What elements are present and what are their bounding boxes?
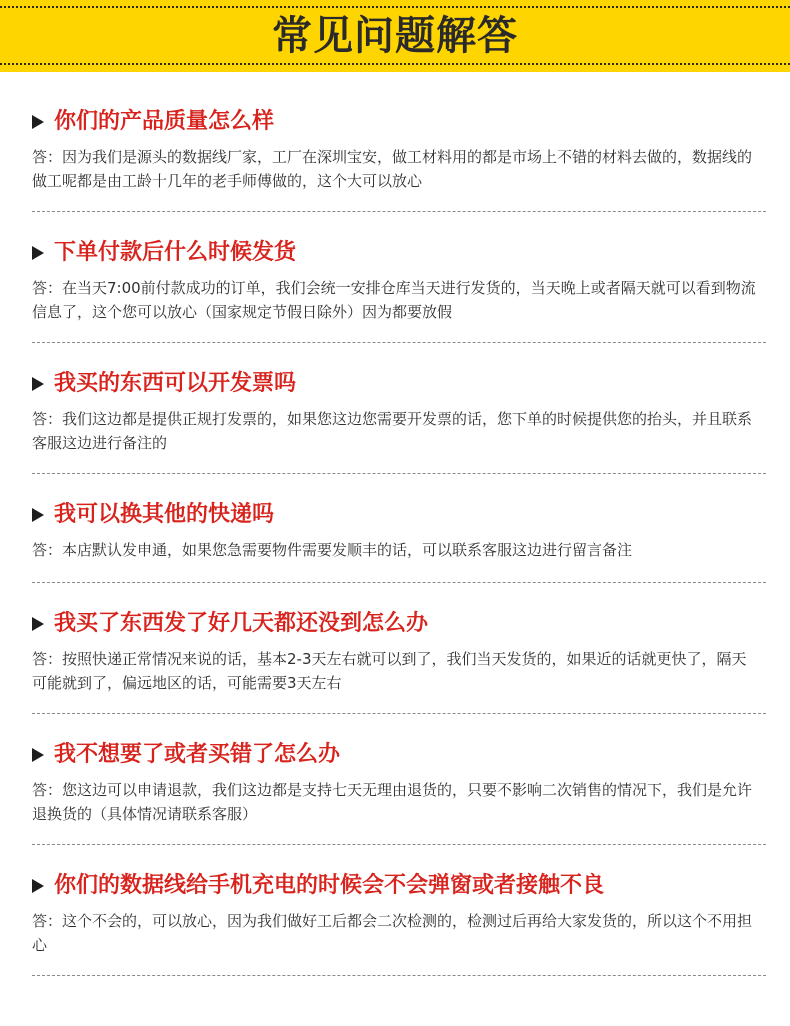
faq-question-text: 你们的数据线给手机充电的时候会不会弹窗或者接触不良 [54,873,605,898]
faq-list [0,103,790,976]
faq-answer: 答：按照快递正常情况来说的话，基本2-3天左右就可以到了，我们当天发货的，如果近的话就更快了，隔天可能就到了，偏远地区的话，可能需要3天左右 [32,650,747,692]
faq-item [32,103,766,212]
faq-item [32,736,766,845]
dashed-divider [32,975,766,976]
triangle-right-icon [32,748,44,762]
faq-answer: 答：本店默认发申通，如果您急需要物件需要发顺丰的话，可以联系客服这边进行留言备注 [32,541,633,559]
dashed-divider [32,582,766,583]
page-title: 常见问题解答 [272,13,518,59]
faq-item [32,496,766,583]
faq-question [32,867,766,905]
faq-answer: 答：这个不会的，可以放心，因为我们做好工后都会二次检测的，检测过后再给大家发货的，所以这个不用担心 [32,912,753,954]
dashed-divider [32,473,766,474]
faq-question [32,605,766,643]
faq-question [32,496,766,534]
faq-question [32,736,766,774]
faq-question [32,103,766,141]
faq-question [32,365,766,403]
dashed-divider [32,211,766,212]
faq-item [32,234,766,343]
faq-question-text: 我买的东西可以开发票吗 [54,371,297,396]
faq-question-text: 我买了东西发了好几天都还没到怎么办 [54,611,429,636]
header-banner [0,0,790,72]
faq-question-text: 下单付款后什么时候发货 [54,240,297,265]
triangle-right-icon [32,508,44,522]
triangle-right-icon [32,617,44,631]
faq-question [32,234,766,272]
faq-question-text: 你们的产品质量怎么样 [54,109,275,134]
dashed-divider [32,342,766,343]
triangle-right-icon [32,115,44,129]
faq-answer: 答：您这边可以申请退款，我们这边都是支持七天无理由退货的，只要不影响二次销售的情况下，我们是允许退换货的（具体情况请联系客服） [32,781,753,823]
faq-question-text: 我可以换其他的快递吗 [54,502,275,527]
banner-dotted-border-top [0,6,790,8]
dashed-divider [32,713,766,714]
banner-dotted-border-bottom [0,63,790,65]
faq-item [32,867,766,976]
triangle-right-icon [32,879,44,893]
faq-item [32,365,766,474]
faq-question-text: 我不想要了或者买错了怎么办 [54,742,341,767]
triangle-right-icon [32,246,44,260]
faq-answer: 答：我们这边都是提供正规打发票的，如果您这边您需要开发票的话，您下单的时候提供您的抬头，并且联系客服这边进行备注的 [32,410,753,452]
faq-answer: 答：在当天7:00前付款成功的订单，我们会统一安排仓库当天进行发货的，当天晚上或者隔天就可以看到物流信息了，这个您可以放心（国家规定节假日除外）因为都要放假 [32,279,756,321]
faq-item [32,605,766,714]
triangle-right-icon [32,377,44,391]
dashed-divider [32,844,766,845]
faq-answer: 答：因为我们是源头的数据线厂家，工厂在深圳宝安，做工材料用的都是市场上不错的材料去做的，数据线的做工呢都是由工龄十几年的老手师傅做的，这个大可以放心 [32,148,753,190]
